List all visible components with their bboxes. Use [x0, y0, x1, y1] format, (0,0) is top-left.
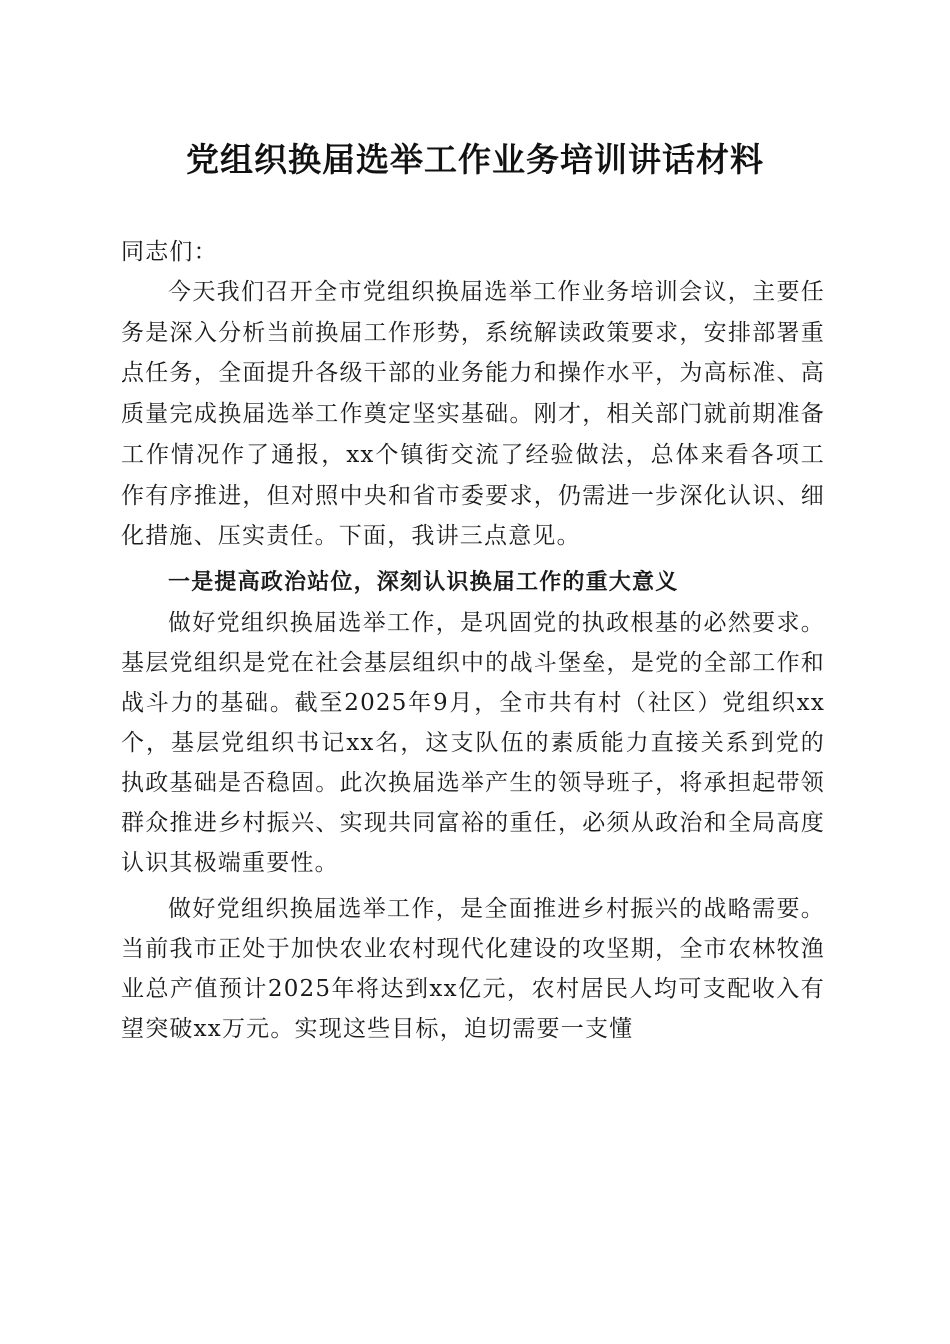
document-title: 党组织换届选举工作业务培训讲话材料 — [186, 140, 764, 179]
paragraph-rural-revitalization: 做好党组织换届选举工作，是全面推进乡村振兴的战略需要。当前我市正处于加快农业农村现代化建设的攻坚期，全市农林牧渔业总产值预计2025年将达到xx亿元，农村居民人均可支配收入有望突破xx万元。实现这些目标，迫切需要一支懂 — [121, 895, 825, 1042]
section-heading-1: 一是提高政治站位，深刻认识换届工作的重大意义 — [168, 569, 679, 595]
salutation: 同志们： — [121, 239, 218, 265]
paragraph-intro: 今天我们召开全市党组织换届选举工作业务培训会议，主要任务是深入分析当前换届工作形势，系统解读政策要求，安排部署重点任务，全面提升各级干部的业务能力和操作水平，为高标准、高质量完成换届选举工作奠定坚实基础。刚才，相关部门就前期准备工作情况作了通报，xx个镇街交流了经验做法，总体来看各项工作有序推进，但对照中央和省市委要求，仍需进一步深化认识、细化措施、压实责任。下面，我讲三点意见。 — [121, 279, 825, 550]
document-body — [121, 232, 825, 1049]
paragraph-political-foundation: 做好党组织换届选举工作，是巩固党的执政根基的必然要求。基层党组织是党在社会基层组织中的战斗堡垒，是党的全部工作和战斗力的基础。截至2025年9月，全市共有村（社区）党组织xx个，基层党组织书记xx名，这支队伍的素质能力直接关系到党的执政基础是否稳固。此次换届选举产生的领导班子，将承担起带领群众推进乡村振兴、实现共同富裕的重任，必须从政治和全局高度认识其极端重要性。 — [121, 609, 825, 876]
